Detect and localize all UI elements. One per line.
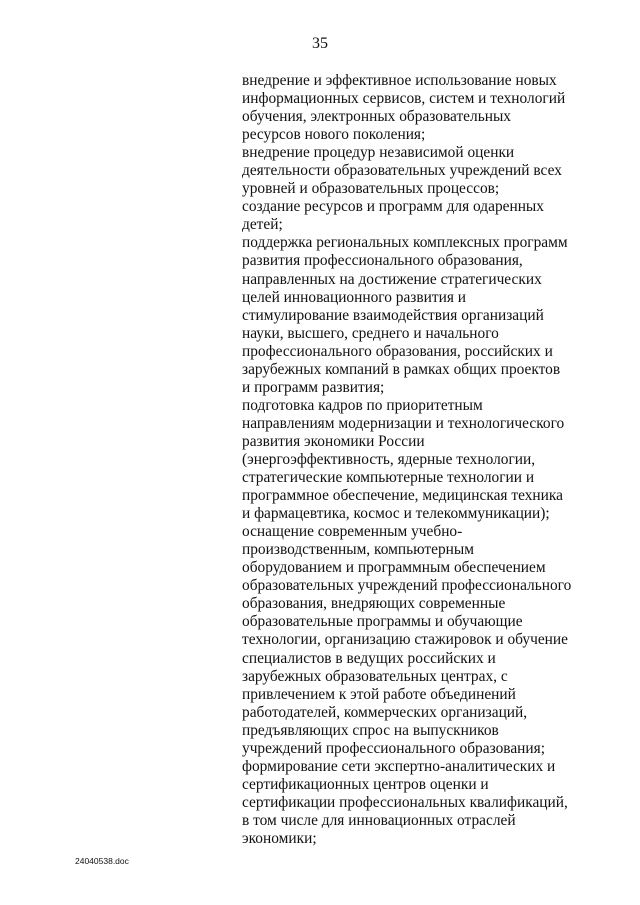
body-text <box>242 72 570 848</box>
text-line: развития профессионального образования, <box>242 252 523 270</box>
text-line: стимулирование взаимодействия организаций <box>242 306 544 324</box>
text-line: науки, высшего, среднего и начального <box>242 324 499 342</box>
file-name-footer: 24040538.doc <box>75 856 129 866</box>
text-line: экономики; <box>242 829 317 847</box>
text-line: подготовка кадров по приоритетным <box>242 396 483 414</box>
text-line: поддержка региональных комплексных программ <box>242 234 568 252</box>
page-number: 35 <box>312 35 328 52</box>
text-line: развития экономики России <box>242 432 425 450</box>
text-line: оборудованием и программным обеспечением <box>242 559 546 577</box>
text-line: технологии, организацию стажировок и обучение <box>242 631 568 649</box>
text-line: зарубежных компаний в рамках общих проектов <box>242 360 561 378</box>
text-line: учреждений профессионального образования; <box>242 739 545 757</box>
text-line: внедрение и эффективное использование новых <box>242 72 557 89</box>
text-line: профессионального образования, российских и <box>242 342 553 360</box>
text-line: уровней и образовательных процессов; <box>242 180 500 198</box>
text-line: обучения, электронных образовательных <box>242 108 511 126</box>
text-line: (энергоэффективность, ядерные технологии, <box>242 450 536 468</box>
text-line: и фармацевтика, космос и телекоммуникации); <box>242 505 550 523</box>
text-line: работодателей, коммерческих организаций, <box>242 703 528 721</box>
text-line: образовательные программы и обучающие <box>242 613 523 631</box>
text-line: зарубежных образовательных центрах, с <box>242 667 508 685</box>
text-line: производственным, компьютерным <box>242 541 474 559</box>
text-line: ресурсов нового поколения; <box>242 126 426 144</box>
text-line: создание ресурсов и программ для одаренных <box>242 198 544 216</box>
text-line: информационных сервисов, систем и технологий <box>242 90 566 108</box>
text-line: внедрение процедур независимой оценки <box>242 144 515 162</box>
text-line: специалистов в ведущих российских и <box>242 649 496 667</box>
text-line: привлечением к этой работе объединений <box>242 685 516 703</box>
text-line: образовательных учреждений профессионального <box>242 577 572 595</box>
text-line: целей инновационного развития и <box>242 288 467 306</box>
text-line: сертификационных центров оценки и <box>242 775 489 793</box>
text-line: образования, внедряющих современные <box>242 595 506 613</box>
text-line: в том числе для инновационных отраслей <box>242 811 516 829</box>
text-line: программное обеспечение, медицинская техника <box>242 487 563 505</box>
text-line: сертификации профессиональных квалификаций, <box>242 793 568 811</box>
text-line: предъявляющих спрос на выпускников <box>242 721 499 739</box>
text-line: оснащение современным учебно- <box>242 523 463 541</box>
text-line: формирование сети экспертно-аналитических и <box>242 757 556 775</box>
text-line: стратегические компьютерные технологии и <box>242 469 535 487</box>
text-line: деятельности образовательных учреждений всех <box>242 162 562 180</box>
text-line: и программ развития; <box>242 378 385 396</box>
text-line: направленных на достижение стратегических <box>242 270 542 288</box>
text-line: направлениям модернизации и технологического <box>242 414 565 432</box>
text-line: детей; <box>242 216 283 234</box>
